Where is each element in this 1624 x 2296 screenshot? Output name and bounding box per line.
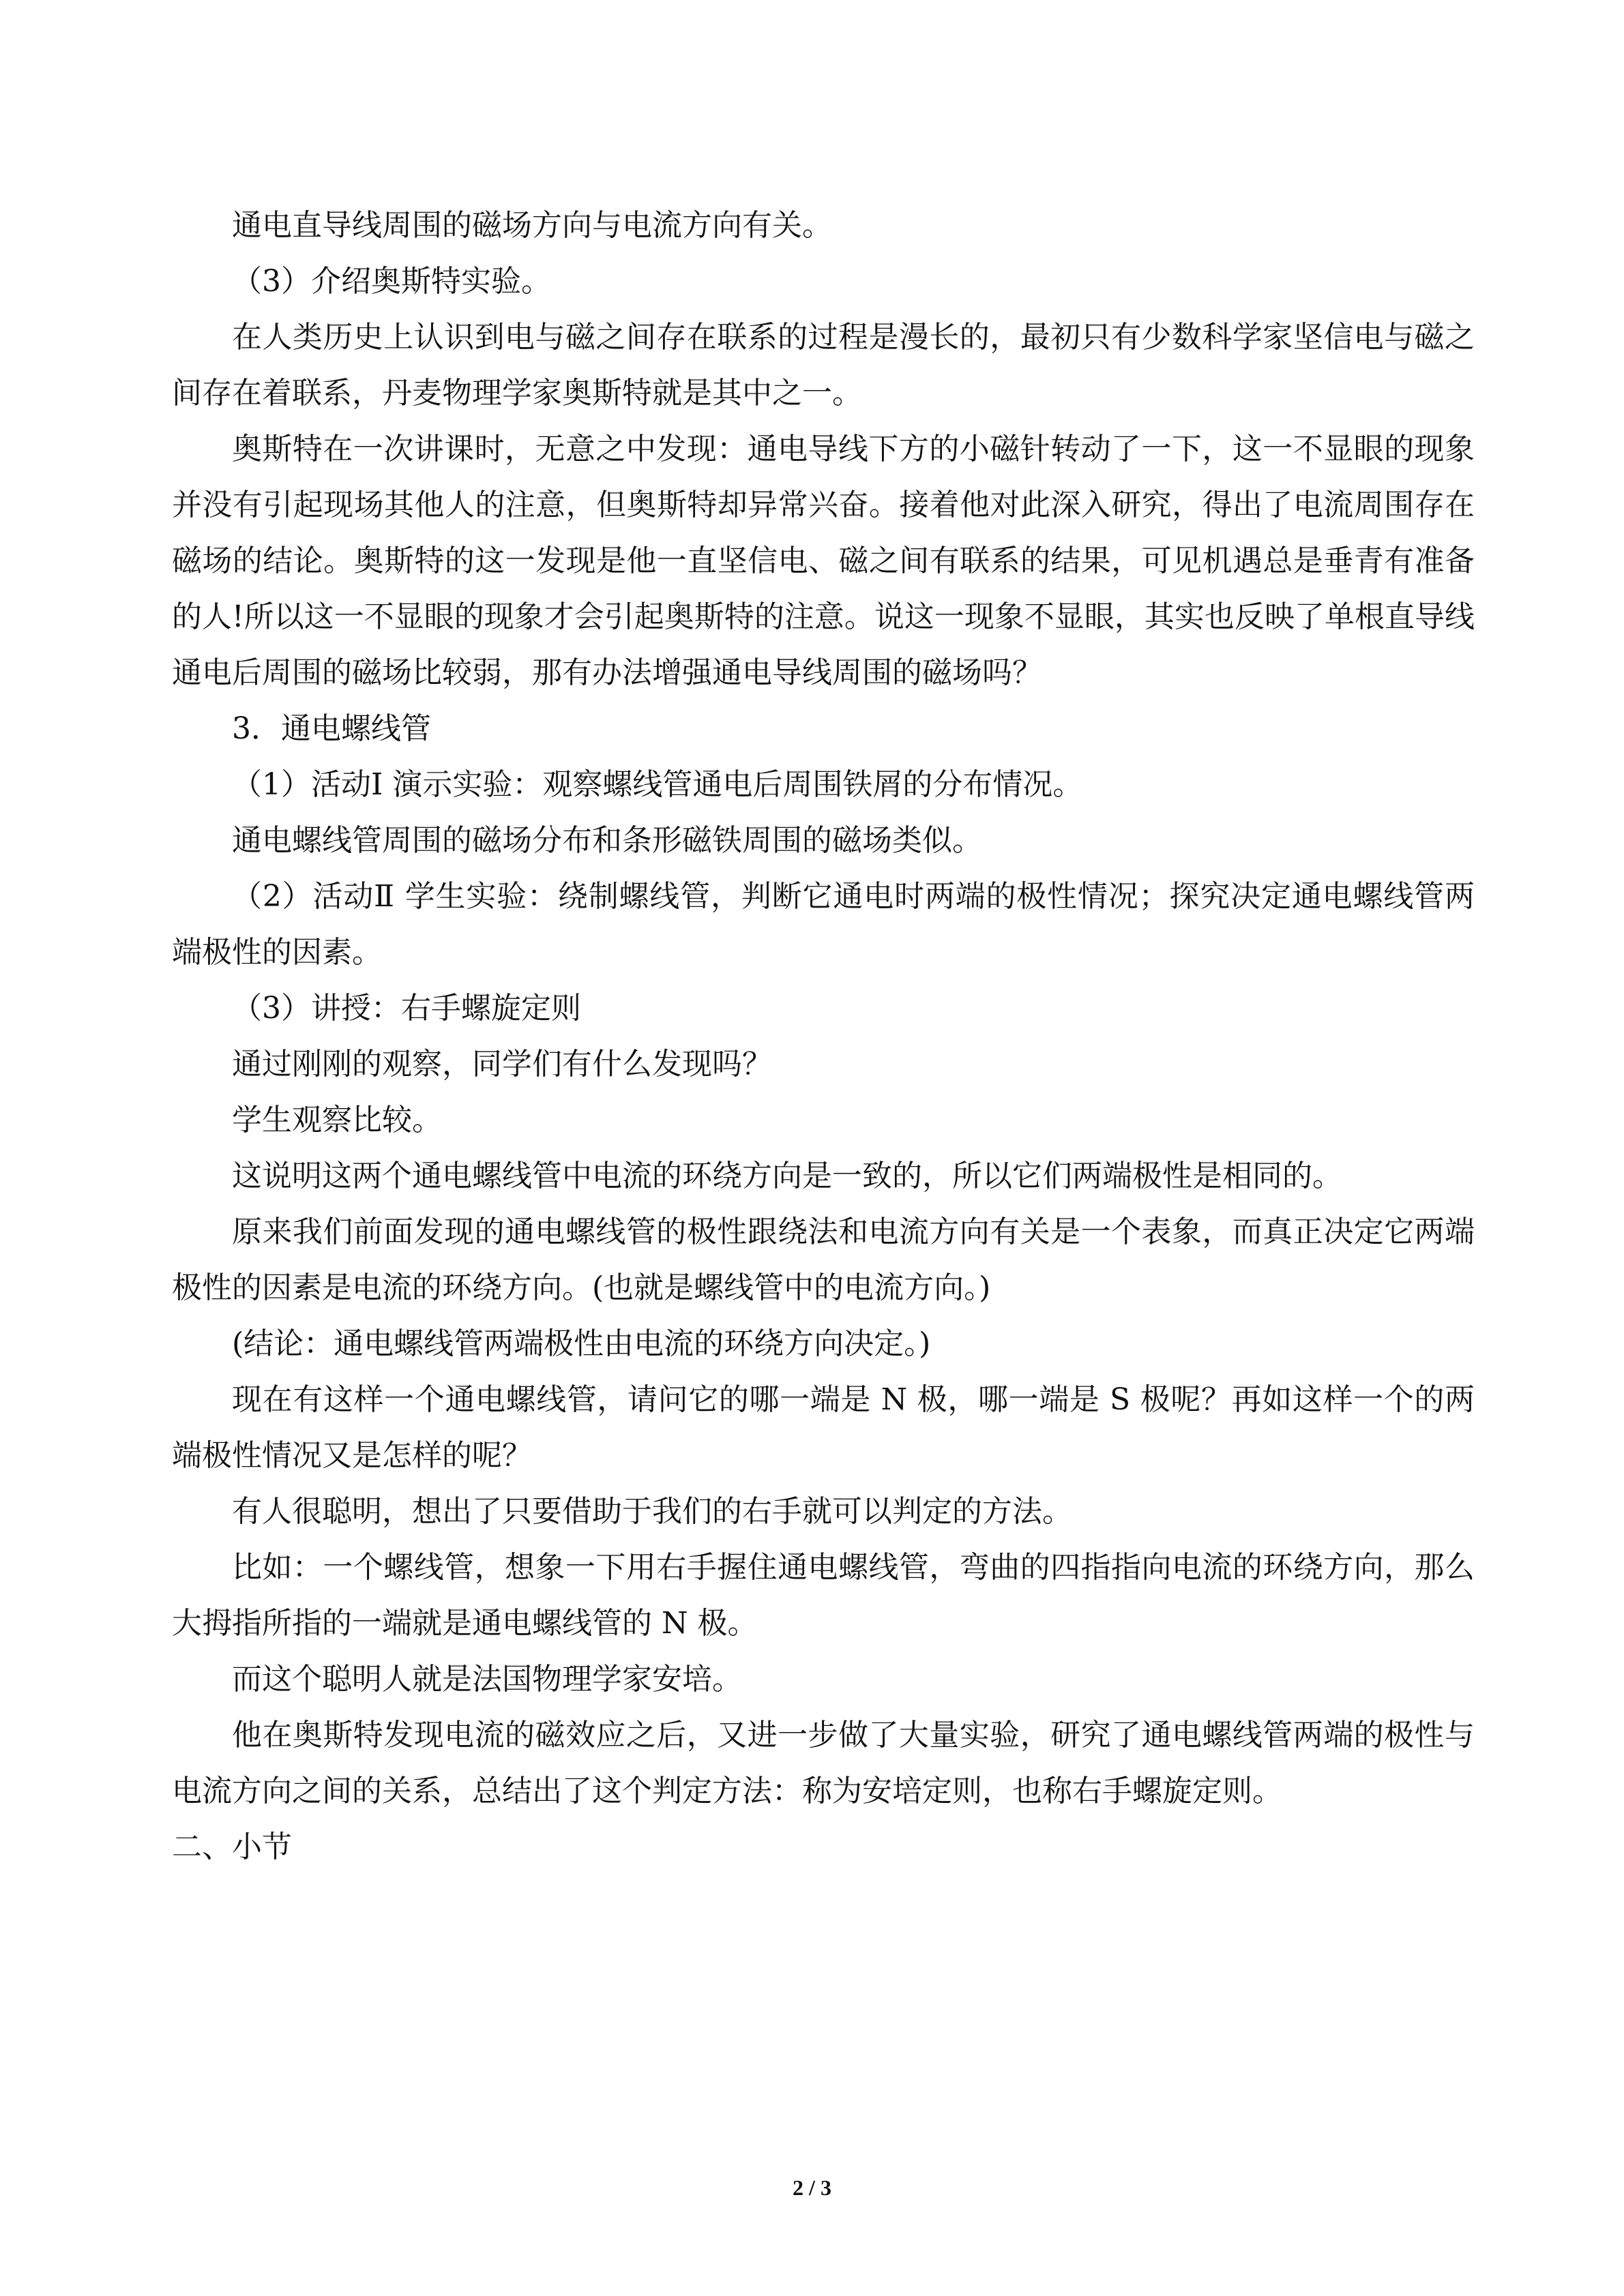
document-body <box>172 198 1475 1875</box>
paragraph-14: (结论：通电螺线管两端极性由电流的环绕方向决定。) <box>232 1326 931 1361</box>
paragraph-3: 在人类历史上认识到电与磁之间存在联系的过程是漫长的，最初只有少数科学家坚信电与磁之间存在着联系，丹麦物理学家奥斯特就是其中之一。 <box>172 320 1475 411</box>
paragraph-1: 通电直导线周围的磁场方向与电流方向有关。 <box>232 208 832 243</box>
paragraph-18: 而这个聪明人就是法国物理学家安培。 <box>232 1662 742 1697</box>
paragraph-11: 学生观察比较。 <box>232 1103 442 1137</box>
page-number: 2 / 3 <box>793 2175 831 2200</box>
section-heading-summary: 二、小节 <box>172 1830 292 1864</box>
paragraph-9: （3）讲授：右手螺旋定则 <box>232 991 581 1026</box>
paragraph-15: 现在有这样一个通电螺线管，请问它的哪一端是 N 极，哪一端是 S 极呢？再如这样一个的两端极性情况又是怎样的呢？ <box>172 1382 1475 1473</box>
paragraph-13: 原来我们前面发现的通电螺线管的极性跟绕法和电流方向有关是一个表象，而真正决定它两端极性的因素是电流的环绕方向。(也就是螺线管中的电流方向。) <box>172 1214 1475 1305</box>
paragraph-10: 通过刚刚的观察，同学们有什么发现吗？ <box>232 1047 772 1082</box>
paragraph-16: 有人很聪明，想出了只要借助于我们的右手就可以判定的方法。 <box>232 1494 1072 1529</box>
paragraph-8: （2）活动Ⅱ 学生实验：绕制螺线管，判断它通电时两端的极性情况；探究决定通电螺线管两端极性的因素。 <box>172 879 1475 970</box>
paragraph-12: 这说明这两个通电螺线管中电流的环绕方向是一致的，所以它们两端极性是相同的。 <box>232 1159 1342 1193</box>
paragraph-17: 比如：一个螺线管，想象一下用右手握住通电螺线管，弯曲的四指指向电流的环绕方向，那么大拇指所指的一端就是通电螺线管的 N 极。 <box>172 1550 1475 1641</box>
paragraph-6: （1）活动Ⅰ 演示实验：观察螺线管通电后周围铁屑的分布情况。 <box>232 767 1083 802</box>
paragraph-19: 他在奥斯特发现电流的磁效应之后，又进一步做了大量实验，研究了通电螺线管两端的极性与电流方向之间的关系，总结出了这个判定方法：称为安培定则，也称右手螺旋定则。 <box>172 1718 1475 1808</box>
paragraph-2: （3）介绍奥斯特实验。 <box>232 264 551 299</box>
section-heading-solenoid: 3．通电螺线管 <box>232 711 431 746</box>
paragraph-7: 通电螺线管周围的磁场分布和条形磁铁周围的磁场类似。 <box>232 823 982 858</box>
paragraph-4: 奥斯特在一次讲课时，无意之中发现：通电导线下方的小磁针转动了一下，这一不显眼的现象并没有引起现场其他人的注意，但奥斯特却异常兴奋。接着他对此深入研究，得出了电流周围存在磁场的结论。奥斯特的这一发现是他一直坚信电、磁之间有联系的结果，可见机遇总是垂青有准备的人!所以这一不显眼的现象才会引起奥斯特的注意。说这一现象不显眼，其实也反映了单根直导线通电后周围的磁场比较弱，那有办法增强通电导线周围的磁场吗？ <box>172 432 1475 690</box>
